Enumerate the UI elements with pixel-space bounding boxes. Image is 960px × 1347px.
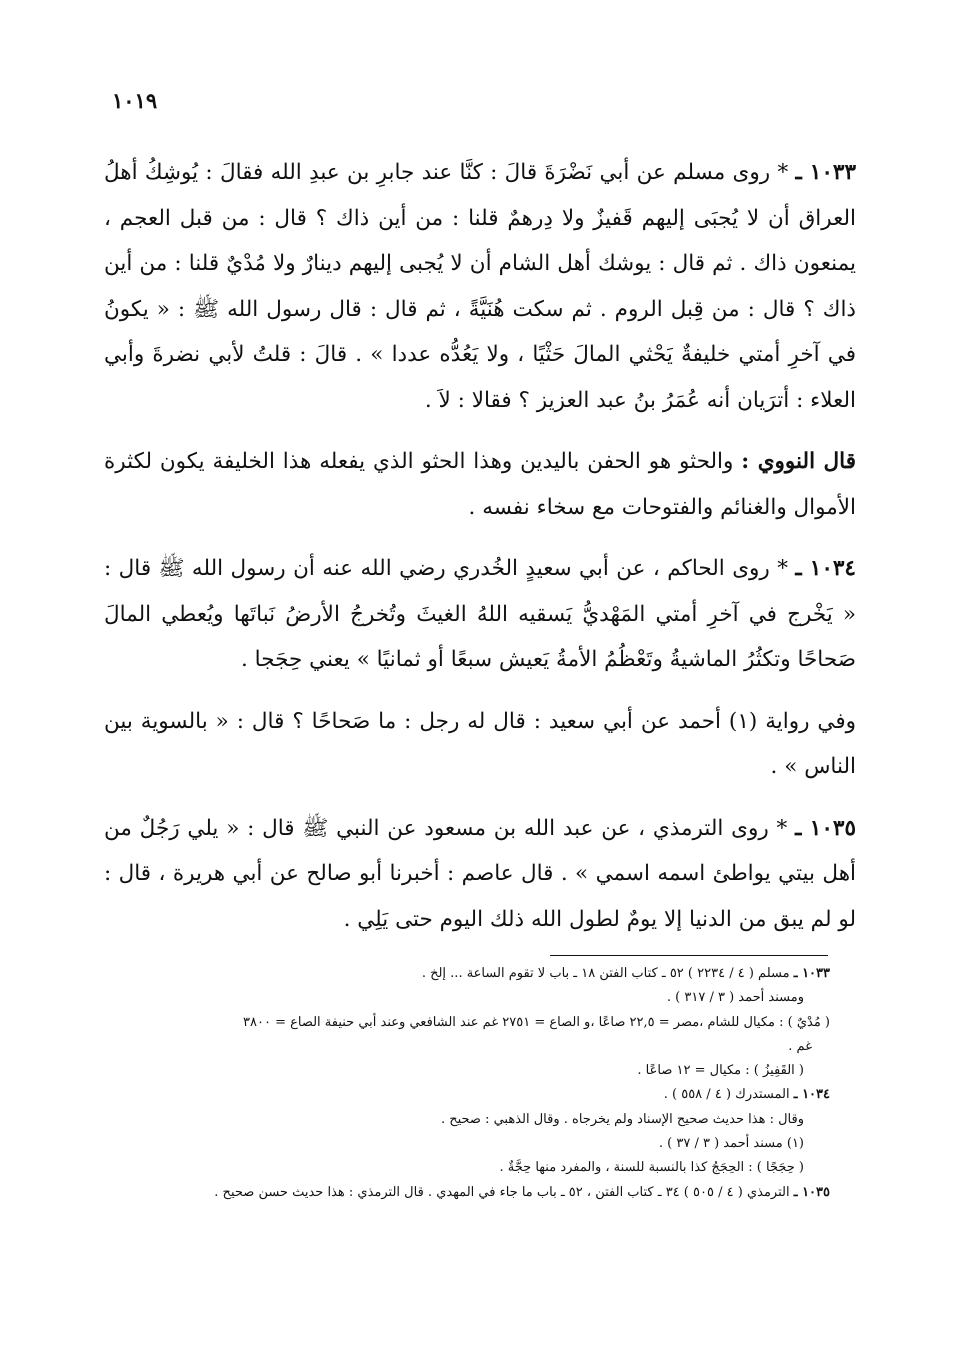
text-line: من أهل بيتي يواطئ اسمه اسمي » . قال عاصم : أخبرنا أبو صالح عن أبي هريرة ،: [104, 815, 857, 886]
hadith-1034: [104, 546, 856, 683]
footnote: [104, 1083, 830, 1107]
footnote: [104, 986, 830, 1010]
hadith-number: ١٠٣٥ ـ: [795, 815, 856, 841]
nawawi-commentary: [104, 439, 856, 530]
text-line: أهلُ العراق أن لا يُجبَى إليهم قَفيزٌ ولا دِرهمٌ قلنا : من أين ذاك ؟ قال : من قبل العجم ،: [104, 160, 856, 231]
main-text: [104, 150, 856, 942]
text-line: « يَخْرج في آخرِ أمتي المَهْديُّ يَسقيه اللهُ الغيثَ وتُخرجُ الأرضُ نَباتَها ويُعطي المالَ: [104, 601, 856, 627]
footnote-text: وقال : هذا حديث صحيح الإسناد ولم يخرجاه . وقال الذهبي : صحيح .: [440, 1111, 804, 1127]
footnote-number: ١٠٣٤ ـ: [793, 1087, 830, 1103]
hadith-number: ١٠٣٣ ـ: [795, 160, 856, 185]
footnote-text: غم .: [788, 1038, 812, 1054]
footnote-number: ١٠٣٥ ـ: [793, 1184, 830, 1200]
footnote-text: ( مُدْيٌ ) : مكيال للشام ،مصر = ٢٢,٥ صاعًا ،و الصاع = ٢٧٥١ غم عند الشافعي وعند أبي حنيفة الصاع = ٣٨٠٠: [243, 1014, 830, 1030]
footnote: [104, 1132, 830, 1156]
text-line: الأموال والغنائم والفتوحات مع سخاء نفسه .: [468, 494, 856, 520]
footnote-text: مسلم ( ٤ / ٢٢٣٤ ) ٥٢ ـ كتاب الفتن ١٨ ـ باب لا تقوم الساعة ... إلخ .: [421, 966, 790, 981]
footnote: [104, 1181, 830, 1205]
footnotes: [104, 962, 830, 1205]
footnote-text: (١) مسند أحمد ( ٣ / ٣٧ ) .: [658, 1136, 804, 1152]
footnote-text: ( حِجَجًا ) : الحِجَجُ كذا بالنسبة للسنة ، والمفرد منها حِجَّةٌ .: [499, 1160, 804, 1176]
text-line: صَحاحًا وتكثُرُ الماشيةُ وتَعْظُمُ الأمةُ يَعيش سبعًا أو ثمانيًا » يعني حِجَجا .: [241, 647, 856, 672]
footnote: [104, 1035, 830, 1059]
hadith-number: ١٠٣٤ ـ: [795, 556, 856, 581]
footnote-text: المستدرك ( ٤ / ٥٥٨ ) .: [663, 1087, 790, 1103]
hadith-1035: [104, 806, 856, 943]
hadith-1033: [104, 150, 856, 423]
text-line: قال : لو لم يبق من الدنيا إلا يومٌ لطول الله ذلك اليوم حتى يَلِي .: [104, 861, 856, 932]
footnote: [104, 1156, 830, 1180]
text-line: يمنعون ذاك . ثم قال : يوشك أهل الشام أن لا يُجبى إليهم دينارٌ ولا مُدْيٌ قلنا : من أين: [104, 251, 856, 276]
footnote-number: ١٠٣٣ ـ: [793, 966, 830, 981]
commentary-lead: قال النووي :: [741, 449, 856, 474]
text-line: * روى الترمذي ، عن عبد الله بن مسعود عن النبي ﷺ قال : « يلي رَجُلٌ: [139, 815, 788, 841]
text-line: الناس » .: [770, 754, 856, 779]
text-line: ذاك ؟ قال : من قِبل الروم . ثم سكت هُنَيَّةً ، ثم قال : قال رسول الله ﷺ : « يكونُ في: [104, 296, 856, 367]
ahmad-narration: [104, 699, 856, 790]
footnote-text: الترمذي ( ٤ / ٥٠٥ ) ٣٤ ـ كتاب الفتن ، ٥٢ ـ باب ما جاء في المهدي . قال الترمذي : هذا حديث حسن صحيح .: [214, 1184, 790, 1200]
text-line: والحثو هو الحفن باليدين وهذا الحثو الذي يفعله هذا الخليفة يكون لكثرة: [104, 449, 734, 474]
footnote-text: ومسند أحمد ( ٣ / ٣١٧ ) .: [666, 990, 804, 1006]
footnote-divider: [550, 955, 828, 956]
text-line: * روى مسلم عن أبي نَضْرَةَ قالَ : كنَّا عند جابرِ بن عبدِ الله فقالَ : يُوشِكُ: [144, 160, 789, 185]
footnote: [104, 1011, 830, 1035]
page-number: ١٠١٩: [112, 88, 158, 113]
text-line: العلاء : أترَيان أنه عُمَرُ بنُ عبد العزيز ؟ فقالا : لاَ .: [424, 387, 856, 413]
footnote: [104, 962, 830, 986]
text-line: * روى الحاكم ، عن أبي سعيدٍ الخُدري رضي الله عنه أن رسول الله ﷺ قال :: [104, 556, 788, 581]
footnote: [104, 1059, 830, 1083]
text-line: آخرِ أمتي خليفةٌ يَحْثي المالَ حَثْيًا ، ولا يَعُدُّه عددا » . قالَ : قلتُ لأبي نضرةَ وأبي: [104, 342, 820, 367]
text-line: وفي رواية (١) أحمد عن أبي سعيد : قال له رجل : ما صَحاحًا ؟ قال : « بالسوية بين: [104, 708, 856, 734]
footnote-text: ( القَفِيزُ ) : مكيال = ١٢ صاعًا .: [637, 1063, 804, 1079]
footnote: [104, 1108, 830, 1132]
